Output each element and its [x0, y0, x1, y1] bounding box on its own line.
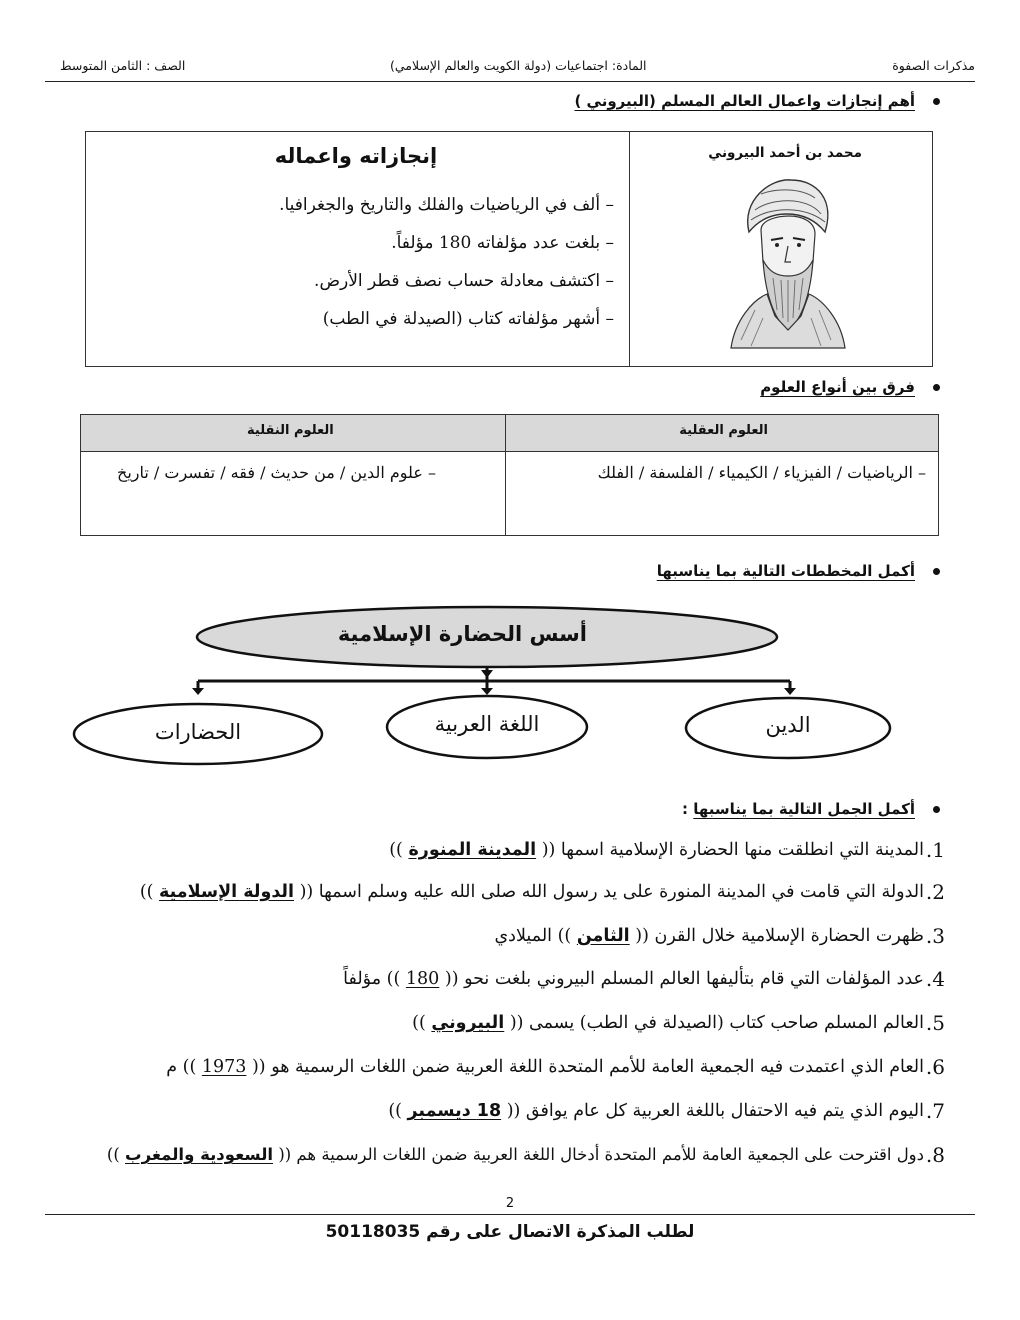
header-rule — [45, 81, 975, 82]
scientist-name: محمد بن أحمد البيروني — [708, 145, 862, 161]
bullet-icon — [933, 568, 940, 575]
item-number: 8. — [925, 1143, 945, 1167]
section1-heading: أهم إنجازات واعمال العالم المسلم (البيروني ) — [574, 92, 940, 110]
scientist-table — [85, 131, 933, 367]
civilization-diagram — [60, 600, 960, 770]
section4-heading: أكمل الجمل التالية بما يناسبها : — [682, 800, 940, 818]
sentence-8: دول اقترحت على الجمعية العامة للأمم المتحدة أدخال اللغة العربية ضمن اللغات الرسمية هم (( السعودية والمغرب )) — [106, 1145, 924, 1164]
list-item: – ألف في الرياضيات والفلك والتاريخ والجغرافيا. — [279, 195, 614, 215]
biruni-portrait-icon — [721, 170, 851, 350]
column-header-transmitted: العلوم النقلية — [247, 423, 334, 438]
node-civilizations: الحضارات — [154, 720, 242, 744]
item-number: 2. — [925, 880, 945, 904]
column-header-rational: العلوم العقلية — [679, 423, 768, 438]
achievements-title: إنجازاته واعماله — [274, 144, 438, 168]
section3-heading: أكمل المخططات التالية بما يناسبها — [657, 562, 940, 580]
bullet-icon — [933, 384, 940, 391]
table-divider — [629, 132, 630, 366]
table-header-row — [81, 415, 938, 452]
sentence-5: العالم المسلم صاحب كتاب (الصيدلة في الطب) يسمى (( البيروني )) — [412, 1013, 924, 1033]
page-number: 2 — [505, 1196, 515, 1211]
item-number: 3. — [925, 924, 945, 948]
sentence-6: العام الذي اعتمدت فيه الجمعية العامة للأمم المتحدة اللغة العربية ضمن اللغات الرسمية هو (( 1973 )) م — [166, 1057, 924, 1077]
bullet-icon — [933, 98, 940, 105]
footer-rule — [45, 1214, 975, 1215]
sentence-3: ظهرت الحضارة الإسلامية خلال القرن (( الثامن )) الميلادي — [494, 926, 924, 946]
sentence-2: الدولة التي قامت في المدينة المنورة على يد رسول الله صلى الله عليه وسلم اسمها (( الدولة الإسلامية )) — [139, 882, 924, 902]
table-divider — [505, 415, 506, 535]
sciences-table — [80, 414, 939, 536]
list-item: – أشهر مؤلفاته كتاب (الصيدلة في الطب) — [322, 309, 614, 329]
sentence-4: عدد المؤلفات التي قام بتأليفها العالم المسلم البيروني بلغت نحو (( 180 )) مؤلفاً — [343, 969, 924, 989]
header-brand: مذكرات الصفوة — [892, 58, 975, 73]
achievements-list — [254, 186, 614, 338]
list-item: – اكتشف معادلة حساب نصف قطر الأرض. — [314, 271, 614, 291]
header-grade: الصف : الثامن المتوسط — [60, 58, 186, 73]
rational-sciences-cell: – الرياضيات / الفيزياء / الكيمياء / الفلسفة / الفلك — [597, 463, 926, 482]
section2-heading: فرق بين أنواع العلوم — [760, 378, 940, 396]
item-number: 5. — [925, 1011, 945, 1035]
item-number: 6. — [925, 1055, 945, 1079]
bullet-icon — [933, 806, 940, 813]
item-number: 4. — [925, 967, 945, 991]
node-religion: الدين — [765, 713, 811, 737]
item-number: 1. — [925, 838, 945, 862]
node-arabic-language: اللغة العربية — [434, 712, 540, 736]
header-subject: المادة: اجتماعيات (دولة الكويت والعالم الإسلامي) — [390, 58, 647, 73]
footer-contact: لطلب المذكرة الاتصال على رقم 50118035 — [325, 1222, 695, 1242]
sentence-7: اليوم الذي يتم فيه الاحتفال باللغة العربية كل عام يوافق (( 18 ديسمبر )) — [388, 1101, 924, 1121]
list-item: – بلغت عدد مؤلفاته 180 مؤلفاً. — [391, 233, 614, 253]
sentence-1: المدينة التي انطلقت منها الحضارة الإسلامية اسمها (( المدينة المنورة )) — [389, 840, 924, 860]
transmitted-sciences-cell: – علوم الدين / من حديث / فقه / تفسرت / تاريخ — [117, 463, 436, 482]
root-node: أسس الحضارة الإسلامية — [337, 622, 587, 646]
item-number: 7. — [925, 1099, 945, 1123]
